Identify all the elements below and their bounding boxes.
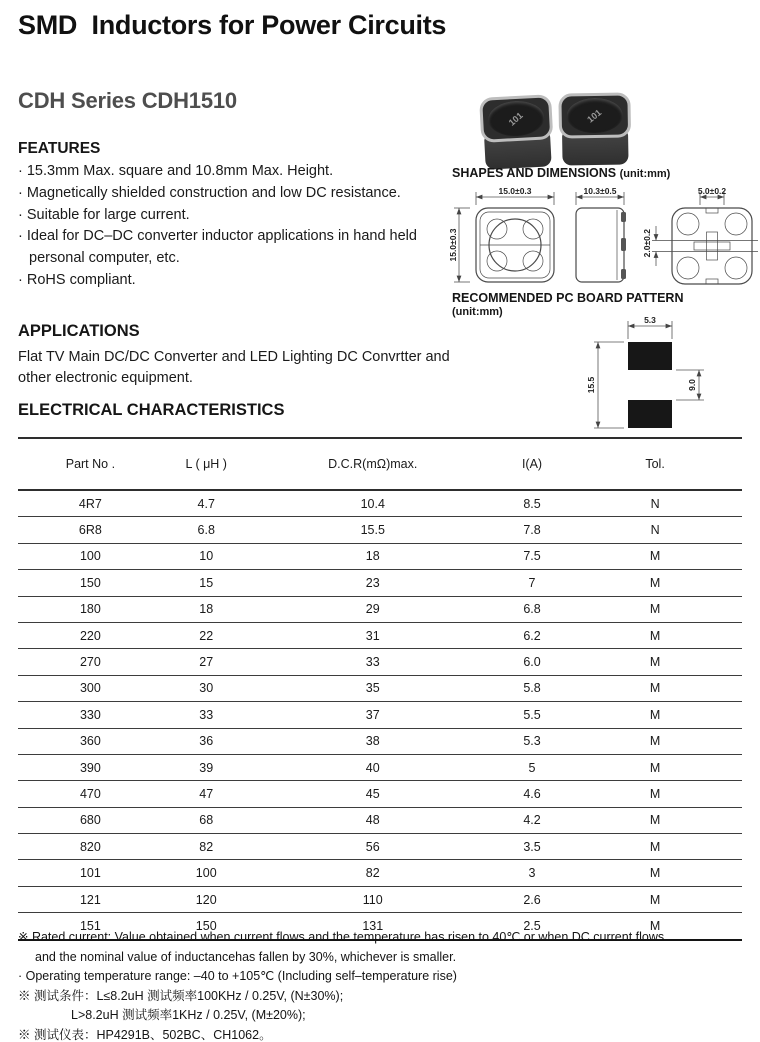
shapes-heading: [452, 166, 670, 180]
col-header-current: I(A): [521, 457, 543, 471]
table-row: [18, 649, 742, 675]
table-row: [18, 887, 742, 913]
drawing-pcb-pattern: [552, 314, 752, 436]
series-title: CDH Series CDH1510: [18, 88, 237, 113]
table-cell: 131: [362, 918, 384, 933]
table-cell: 38: [365, 734, 380, 749]
table-cell: 47: [199, 786, 214, 801]
table-cell: 150: [195, 918, 217, 933]
table-cell: 150: [79, 575, 101, 590]
table-cell: M: [649, 734, 661, 749]
table-cell: 100: [79, 549, 101, 564]
table-row: [18, 781, 742, 807]
dim-electrode-width: 5.0±0.2: [697, 186, 727, 196]
table-row: [18, 491, 742, 517]
note-test-condition-1: ※ 测试条件：L≤8.2uH 测试频率100KHz / 0.25V, (N±30%);: [18, 988, 344, 1003]
table-cell: M: [649, 681, 661, 696]
table-cell: 33: [199, 707, 214, 722]
feature-item: · Suitable for large current.: [18, 206, 190, 223]
table-cell: 30: [199, 681, 214, 696]
table-cell: 40: [365, 760, 380, 775]
table-cell: 82: [365, 866, 380, 881]
table-cell: M: [649, 575, 661, 590]
table-cell: M: [649, 918, 661, 933]
col-header-dcr: D.C.R(mΩ)max.: [328, 457, 418, 471]
electrical-table-rows: [18, 491, 742, 941]
solder-pads: [628, 342, 672, 428]
table-cell: 300: [79, 681, 101, 696]
shapes-heading-text: SHAPES AND DIMENSIONS: [452, 166, 617, 180]
dim-side-height: 15.0±0.3: [448, 228, 458, 262]
table-cell: 180: [79, 602, 101, 617]
inductor-core-circle: [487, 100, 545, 138]
electrical-table: [18, 437, 742, 941]
table-cell: 110: [362, 892, 383, 907]
table-cell: 390: [79, 760, 101, 775]
feature-item: · 15.3mm Max. square and 10.8mm Max. Height.: [18, 163, 334, 179]
feature-item: · Ideal for DC–DC converter inductor applications in hand held personal computer, etc.: [18, 228, 417, 267]
table-cell: 100: [195, 866, 217, 881]
table-cell: 220: [79, 628, 101, 643]
table-row: [18, 570, 742, 596]
bottom-view-outline: [666, 208, 758, 284]
table-cell: 23: [365, 575, 380, 590]
drawing-side-view: [562, 186, 642, 290]
table-cell: 68: [199, 813, 214, 828]
table-cell: M: [649, 786, 661, 801]
table-cell: 101: [79, 866, 101, 881]
table-cell: 330: [79, 707, 101, 722]
table-row: [18, 729, 742, 755]
table-cell: M: [649, 866, 661, 881]
table-cell: M: [649, 813, 661, 828]
table-cell: M: [649, 892, 661, 907]
table-cell: 270: [79, 655, 101, 670]
dimension-lines: [652, 192, 724, 266]
inductor-top-face: [479, 94, 553, 143]
table-cell: 2.6: [523, 892, 541, 907]
table-cell: 8.5: [523, 496, 541, 511]
inductor-marking: 101: [585, 106, 604, 125]
table-cell: 29: [365, 602, 380, 617]
drawing-top-view: [448, 186, 570, 290]
table-row: [18, 517, 742, 543]
table-cell: 680: [79, 813, 101, 828]
table-cell: N: [650, 523, 660, 538]
table-cell: 6R8: [78, 523, 102, 538]
note-rated-current-2: and the nominal value of inductancehas fallen by 30%, whichever is smaller.: [35, 949, 457, 964]
table-cell: 4.6: [523, 786, 541, 801]
table-row: [18, 597, 742, 623]
table-cell: 820: [79, 839, 101, 854]
table-cell: 120: [195, 892, 217, 907]
table-cell: 31: [365, 628, 380, 643]
table-cell: 4.2: [523, 813, 541, 828]
table-cell: M: [649, 707, 661, 722]
table-cell: 151: [79, 918, 101, 933]
note-operating-range: · Operating temperature range: –40 to +105℃ (Including self–temperature rise): [18, 969, 457, 983]
table-cell: 4.7: [197, 496, 215, 511]
table-cell: 7.5: [523, 549, 541, 564]
inductor-core-circle: [566, 98, 623, 134]
pcb-unit-note: (unit:mm): [452, 306, 503, 318]
table-cell: 56: [365, 839, 380, 854]
table-cell: 27: [199, 655, 214, 670]
inductor-photo: [476, 94, 558, 174]
inductor-photo: [555, 92, 634, 169]
table-cell: 7: [528, 575, 536, 590]
feature-item: · RoHS compliant.: [18, 271, 136, 288]
table-cell: 2.5: [523, 918, 541, 933]
footer-notes: [18, 928, 746, 1042]
table-cell: M: [649, 760, 661, 775]
note-rated-current-1: ※ Rated current: Value obtained when current flows and the temperature has risen to 40℃ or when DC current flows: [18, 930, 665, 944]
table-cell: 15: [199, 575, 214, 590]
col-header-part-no: Part No .: [65, 457, 116, 471]
features-list: [18, 161, 465, 292]
dim-electrode-gap: 2.0±0.2: [642, 229, 652, 258]
table-cell: 82: [199, 839, 214, 854]
feature-item: · Magnetically shielded construction and low DC resistance.: [18, 184, 401, 201]
table-row: [18, 676, 742, 702]
dim-total-height: 15.5: [586, 376, 596, 394]
table-cell: 36: [199, 734, 214, 749]
col-header-inductance: L ( μH ): [185, 457, 227, 471]
table-cell: 22: [199, 628, 214, 643]
table-cell: 45: [365, 786, 380, 801]
note-test-condition-2: L>8.2uH 测试频率1KHz / 0.25V, (M±20%);: [71, 1008, 306, 1022]
table-cell: M: [649, 549, 661, 564]
table-cell: 5: [528, 760, 536, 775]
top-view-outline: [476, 208, 554, 282]
inductor-top-face: [558, 92, 631, 138]
table-cell: 5.3: [523, 734, 541, 749]
table-cell: M: [649, 839, 661, 854]
table-cell: 4R7: [78, 496, 102, 511]
table-row: [18, 623, 742, 649]
table-cell: 6.8: [523, 602, 541, 617]
shapes-unit-note: (unit:mm): [619, 168, 671, 180]
table-row: [18, 702, 742, 728]
table-row: [18, 544, 742, 570]
table-cell: 7.8: [523, 523, 541, 538]
table-row: [18, 808, 742, 834]
electrical-heading: ELECTRICAL CHARACTERISTICS: [18, 401, 285, 419]
dim-top-width: 15.0±0.3: [498, 186, 532, 196]
pcb-heading-text: RECOMMENDED PC BOARD PATTERN: [452, 291, 684, 305]
table-cell: 3.5: [523, 839, 541, 854]
drawing-bottom-view: [642, 186, 760, 290]
table-cell: 39: [199, 760, 214, 775]
applications-text: Flat TV Main DC/DC Converter and LED Lighting DC Convrtter and other electronic equipment.: [18, 349, 450, 386]
inductor-marking: 101: [507, 109, 526, 128]
table-cell: M: [649, 602, 661, 617]
table-cell: 18: [365, 549, 380, 564]
electrical-table-header: [18, 437, 742, 491]
table-cell: 5.5: [523, 707, 541, 722]
applications-heading: APPLICATIONS: [18, 322, 140, 340]
table-cell: 121: [79, 892, 101, 907]
table-row: [18, 834, 742, 860]
col-header-tolerance: Tol.: [645, 457, 665, 471]
table-cell: 15.5: [360, 523, 385, 538]
table-cell: N: [650, 496, 660, 511]
table-cell: 6.8: [197, 523, 215, 538]
table-cell: 3: [528, 866, 536, 881]
table-cell: 18: [199, 602, 214, 617]
dim-pad-width: 5.3: [644, 315, 656, 325]
dim-depth: 10.3±0.5: [583, 186, 617, 196]
table-cell: 470: [79, 786, 101, 801]
table-row: [18, 755, 742, 781]
table-cell: 35: [365, 681, 380, 696]
table-cell: 6.0: [523, 655, 541, 670]
table-cell: 6.2: [523, 628, 541, 643]
dim-inner-gap: 9.0: [687, 379, 697, 391]
table-cell: 33: [365, 655, 380, 670]
note-test-instruments: ※ 测试仪表：HP4291B、502BC、CH1062。: [18, 1027, 272, 1042]
page-title: SMD Inductors for Power Circuits: [18, 10, 447, 40]
table-cell: 48: [365, 813, 380, 828]
table-cell: 10.4: [360, 496, 385, 511]
table-row: [18, 860, 742, 886]
table-cell: 10: [199, 549, 214, 564]
table-cell: M: [649, 628, 661, 643]
table-cell: 360: [79, 734, 101, 749]
table-cell: M: [649, 655, 661, 670]
table-cell: 5.8: [523, 681, 541, 696]
side-view-outline: [576, 208, 626, 282]
features-heading: FEATURES: [18, 140, 101, 157]
table-cell: 37: [365, 707, 380, 722]
